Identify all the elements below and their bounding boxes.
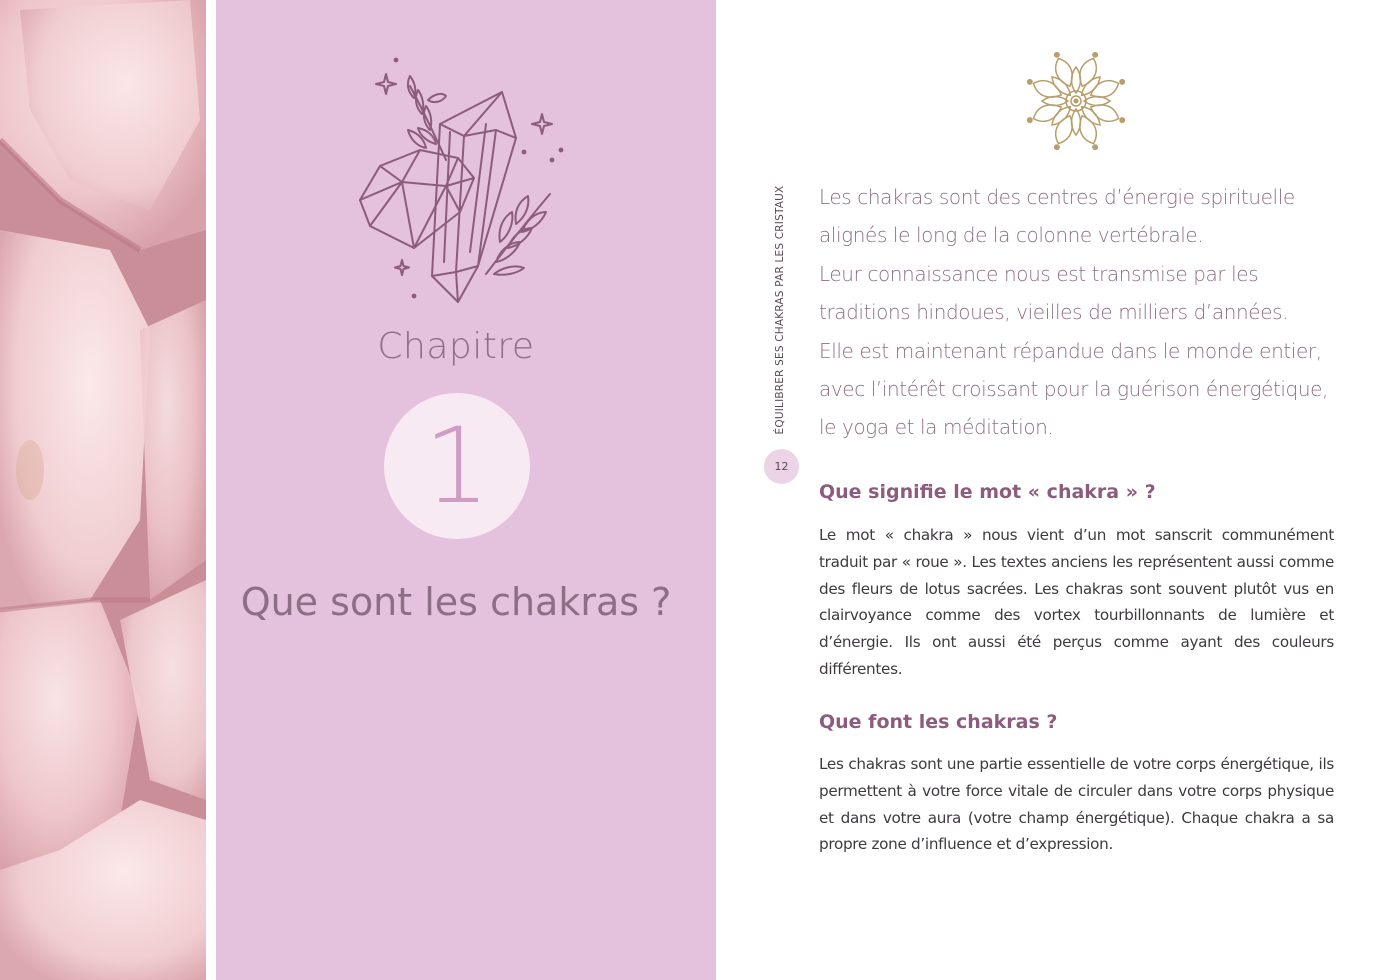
section-body-function: Les chakras sont une partie essentielle de votre corps énergétique, ils permettent à votre force vitale de circuler dans votre corps physique et dans votre aura (votre champ énergétique). Chaque chakra a sa propre zone d’influence et d’expression. (819, 755, 1334, 854)
intro-line: traditions hindoues, vieilles de milliers d’années. (819, 300, 1289, 325)
page-gutter (206, 0, 216, 980)
chapter-title: Que sont les chakras ? (240, 580, 672, 624)
intro-line: Elle est maintenant répandue dans le monde entier, (819, 338, 1322, 363)
running-head: ÉQUILIBRER SES CHAKRAS PAR LES CRISTAUX (774, 185, 786, 435)
section-body-meaning: Le mot « chakra » nous vient d’un mot sanscrit communément traduit par « roue ». Les textes anciens les représentent aussi comme des fleurs de lotus sacrées. Les chakras sont souvent plutôt vus en clairvoyance comme des vortex tourbillonnants de lumière et d’énergie. Ils ont aussi été perçus comme ayant des couleurs différentes. (819, 526, 1334, 678)
page-number: 12 (764, 449, 799, 484)
intro-line: alignés le long de la colonne vertébrale. (819, 223, 1204, 248)
chapter-number-circle (384, 393, 530, 539)
intro-line: Les chakras sont des centres d’énergie spirituelle (819, 185, 1295, 209)
intro-line: avec l’intérêt croissant pour la guérison énergétique, (819, 377, 1328, 402)
intro-line: le yoga et la méditation. (819, 415, 1054, 440)
chapter-panel (216, 0, 716, 980)
intro-line: Leur connaissance nous est transmise par les (819, 261, 1259, 286)
chapter-label: Chapitre (377, 326, 535, 367)
section-heading-function: Que font les chakras ? (819, 711, 1058, 733)
intro-paragraph (819, 178, 1349, 447)
chapter-number: 1 (423, 405, 491, 527)
crystal-heart-with-leaves-illustration (346, 52, 586, 308)
rose-quartz-photo (0, 0, 206, 980)
section-heading-meaning: Que signifie le mot « chakra » ? (819, 481, 1156, 503)
mandala-ornament (1022, 47, 1130, 155)
